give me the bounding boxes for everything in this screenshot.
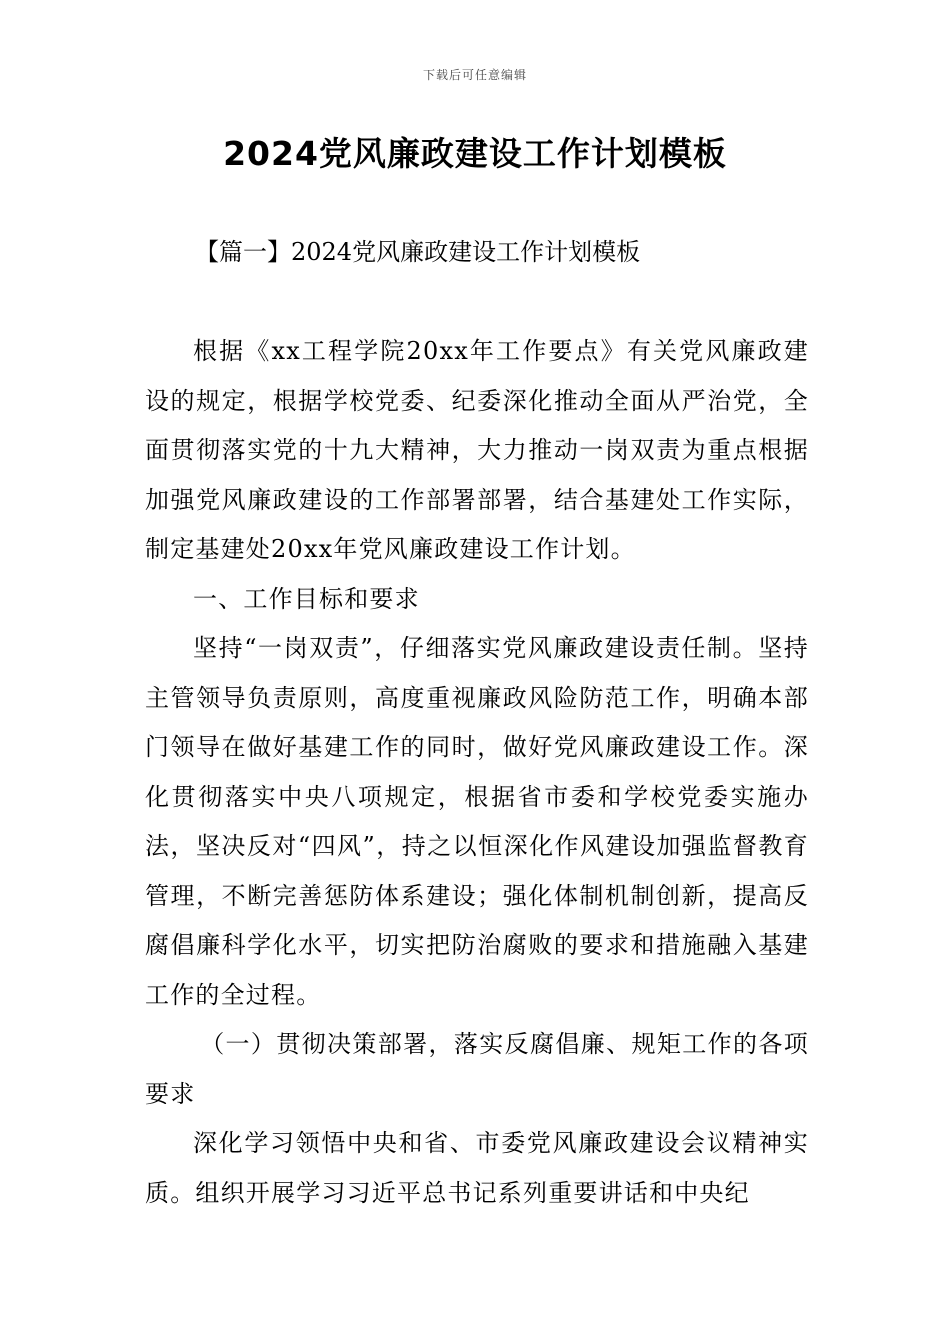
paragraph-study: 深化学习领悟中央和省、市委党风廉政建设会议精神实质。组织开展学习习近平总书记系列重要讲话和中央纪 <box>145 1129 809 1207</box>
section-title: 【篇一】2024党风廉政建设工作计划模板 <box>195 238 641 266</box>
document-title: 2024党风廉政建设工作计划模板 <box>223 134 727 173</box>
header-note: 下载后可任意编辑 <box>422 68 527 82</box>
paragraph-goals: 坚持“一岗双责”，仔细落实党风廉政建设责任制。坚持主管领导负责原则，高度重视廉政风险防范工作，明确本部门领导在做好基建工作的同时，做好党风廉政建设工作。深化贯彻落实中央八项规定，根据省市委和学校党委实施办法，坚决反对“四风”，持之以恒深化作风建设加强监督教育管理，不断完善惩防体系建设；强化体制机制创新，提高反腐倡廉科学化水平，切实把防治腐败的要求和措施融入基建工作的全过程。 <box>145 634 809 1009</box>
paragraph-intro: 根据《xx工程学院20xx年工作要点》有关党风廉政建设的规定，根据学校党委、纪委深化推动全面从严治党，全面贯彻落实党的十九大精神，大力推动一岗双责为重点根据加强党风廉政建设的工作部署部署，结合基建处工作实际，制定基建处20xx年党风廉政建设工作计划。 <box>145 337 809 563</box>
document-body <box>145 327 809 1218</box>
heading-goals: 一、工作目标和要求 <box>193 584 420 613</box>
subheading-policy: （一）贯彻决策部署，落实反腐倡廉、规矩工作的各项要求 <box>145 1030 809 1108</box>
